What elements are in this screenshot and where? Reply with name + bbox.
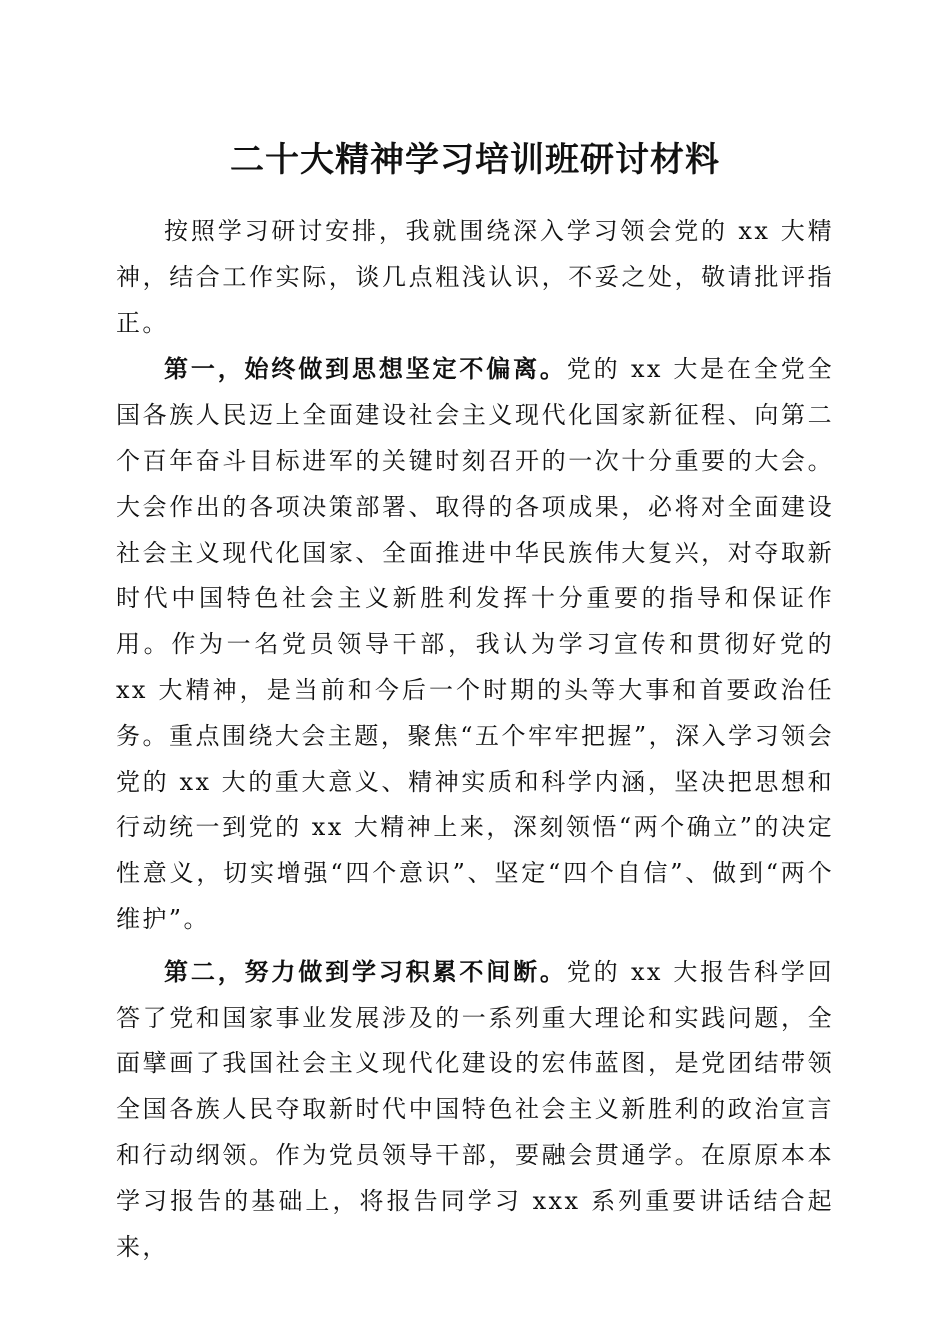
paragraph-lead: 第二，努力做到学习积累不间断。 [164,956,567,986]
paragraph-intro [116,208,834,346]
document-body [116,208,834,1270]
paragraph-first [116,346,834,942]
page-title: 二十大精神学习培训班研讨材料 [230,140,720,180]
paragraph-text: 党的 xx 大是在全党全国各族人民迈上全面建设社会主义现代化国家新征程、向第二个百年奋斗目标进军的关键时刻召开的一次十分重要的大会。大会作出的各项决策部署、取得的各项成果，必将对全面建设社会主义现代化国家、全面推进中华民族伟大复兴，对夺取新时代中国特色社会主义新胜利发挥十分重要的指导和保证作用。作为一名党员领导干部，我认为学习宣传和贯彻好党的 xx 大精神，是当前和今后一个时期的头等大事和首要政治任务。重点围绕大会主题，聚焦“五个牢牢把握”，深入学习领会党的 xx 大的重大意义、精神实质和科学内涵，坚决把思想和行动统一到党的 xx 大精神上来，深刻领悟“两个确立”的决定性意义，切实增强“四个意识”、坚定“四个自信”、做到“两个维护”。 [116,355,834,933]
paragraph-second [116,949,834,1271]
paragraph-text: 党的 xx 大报告科学回答了党和国家事业发展涉及的一系列重大理论和实践问题，全面擘画了我国社会主义现代化建设的宏伟蓝图，是党团结带领全国各族人民夺取新时代中国特色社会主义新胜利的政治宣言和行动纲领。作为党员领导干部，要融会贯通学。在原原本本学习报告的基础上，将报告同学习 xxx 系列重要讲话结合起来， [116,957,834,1261]
paragraph-text: 按照学习研讨安排，我就围绕深入学习领会党的 xx 大精神，结合工作实际，谈几点粗浅认识，不妥之处，敬请批评指正。 [116,217,834,337]
paragraph-lead: 第一，始终做到思想坚定不偏离。 [164,354,567,384]
